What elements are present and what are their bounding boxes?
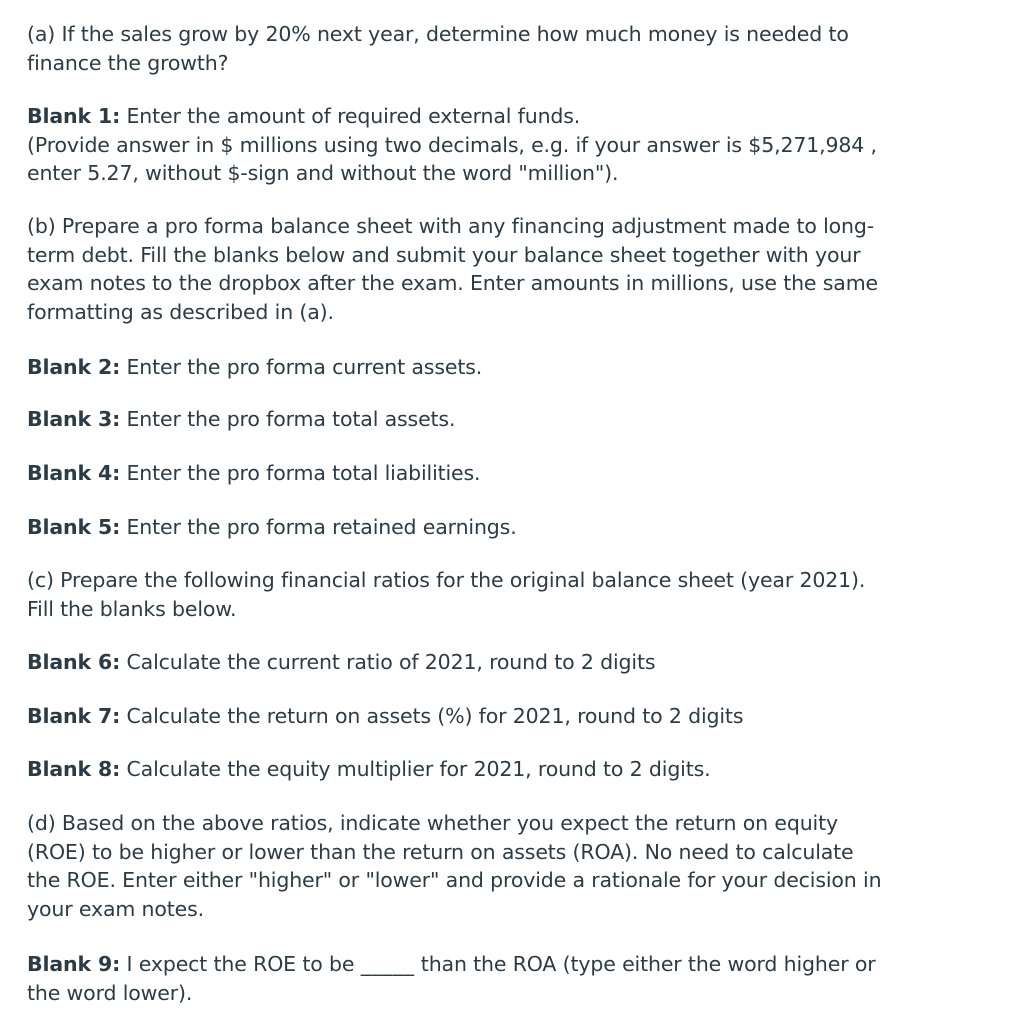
part-a-line-1: (a) If the sales grow by 20% next year, determine how much money is needed to [27, 22, 849, 46]
part-a-question [27, 20, 987, 77]
blank-6-text: Calculate the current ratio of 2021, round to 2 digits [120, 650, 656, 674]
blank-3-instruction [27, 405, 987, 434]
blank-5-instruction [27, 513, 987, 542]
part-b-line-4: formatting as described in (a). [27, 299, 334, 324]
blank-9-line-1 [27, 950, 987, 979]
part-b-line-3: exam notes to the dropbox after the exam. Enter amounts in millions, use the same [27, 271, 878, 296]
blank-8-label: Blank 8: [27, 757, 121, 781]
part-c-question [27, 566, 987, 623]
part-a-line-2: finance the growth? [27, 50, 229, 75]
blank-9-placeholder: _____ [360, 952, 415, 976]
blank-4-instruction [27, 459, 987, 488]
blank-5-text: Enter the pro forma retained earnings. [120, 515, 517, 539]
blank-9-text-before: I expect the ROE to be [120, 952, 361, 976]
blank-3-label: Blank 3: [27, 407, 121, 431]
blank-7-instruction [27, 702, 987, 731]
part-c-line-2: Fill the blanks below. [27, 596, 237, 621]
blank-9-instruction [27, 950, 987, 1007]
blank-3-text: Enter the pro forma total assets. [120, 407, 456, 431]
part-d-question [27, 809, 987, 923]
blank-6-instruction [27, 648, 987, 677]
part-d-line-2: (ROE) to be higher or lower than the return on assets (ROA). No need to calculate [27, 839, 854, 864]
part-d-line-1: (d) Based on the above ratios, indicate whether you expect the return on equity [27, 811, 838, 835]
blank-1-instruction [27, 102, 987, 188]
blank-6-label: Blank 6: [27, 650, 121, 674]
blank-9-text-after: than the ROA (type either the word higher or [414, 952, 876, 976]
blank-1-note-line-2: enter 5.27, without $-sign and without the word "million"). [27, 161, 619, 186]
blank-7-text: Calculate the return on assets (%) for 2021, round to 2 digits [120, 704, 744, 728]
part-c-line-1: (c) Prepare the following financial ratios for the original balance sheet (year 2021). [27, 568, 866, 592]
blank-2-instruction [27, 353, 987, 382]
blank-8-instruction [27, 755, 987, 784]
blank-4-label: Blank 4: [27, 461, 121, 485]
part-d-line-3: the ROE. Enter either "higher" or "lower" and provide a rationale for your decision in [27, 868, 882, 893]
blank-8-text: Calculate the equity multiplier for 2021, round to 2 digits. [120, 757, 711, 781]
blank-1-note-line-1: (Provide answer in $ millions using two decimals, e.g. if your answer is $5,271,984 , [27, 132, 877, 157]
blank-2-label: Blank 2: [27, 355, 121, 379]
blank-7-label: Blank 7: [27, 704, 121, 728]
blank-1-label: Blank 1: [27, 104, 121, 128]
blank-5-label: Blank 5: [27, 515, 121, 539]
blank-4-text: Enter the pro forma total liabilities. [120, 461, 481, 485]
part-b-question [27, 212, 987, 326]
part-b-line-2: term debt. Fill the blanks below and submit your balance sheet together with your [27, 242, 861, 267]
blank-2-text: Enter the pro forma current assets. [120, 355, 483, 379]
blank-9-label: Blank 9: [27, 952, 121, 976]
part-d-line-4: your exam notes. [27, 896, 205, 921]
part-b-line-1: (b) Prepare a pro forma balance sheet with any financing adjustment made to long- [27, 214, 875, 238]
blank-1-line [27, 102, 987, 131]
blank-1-text: Enter the amount of required external funds. [120, 104, 581, 128]
blank-9-line-2: the word lower). [27, 980, 193, 1005]
